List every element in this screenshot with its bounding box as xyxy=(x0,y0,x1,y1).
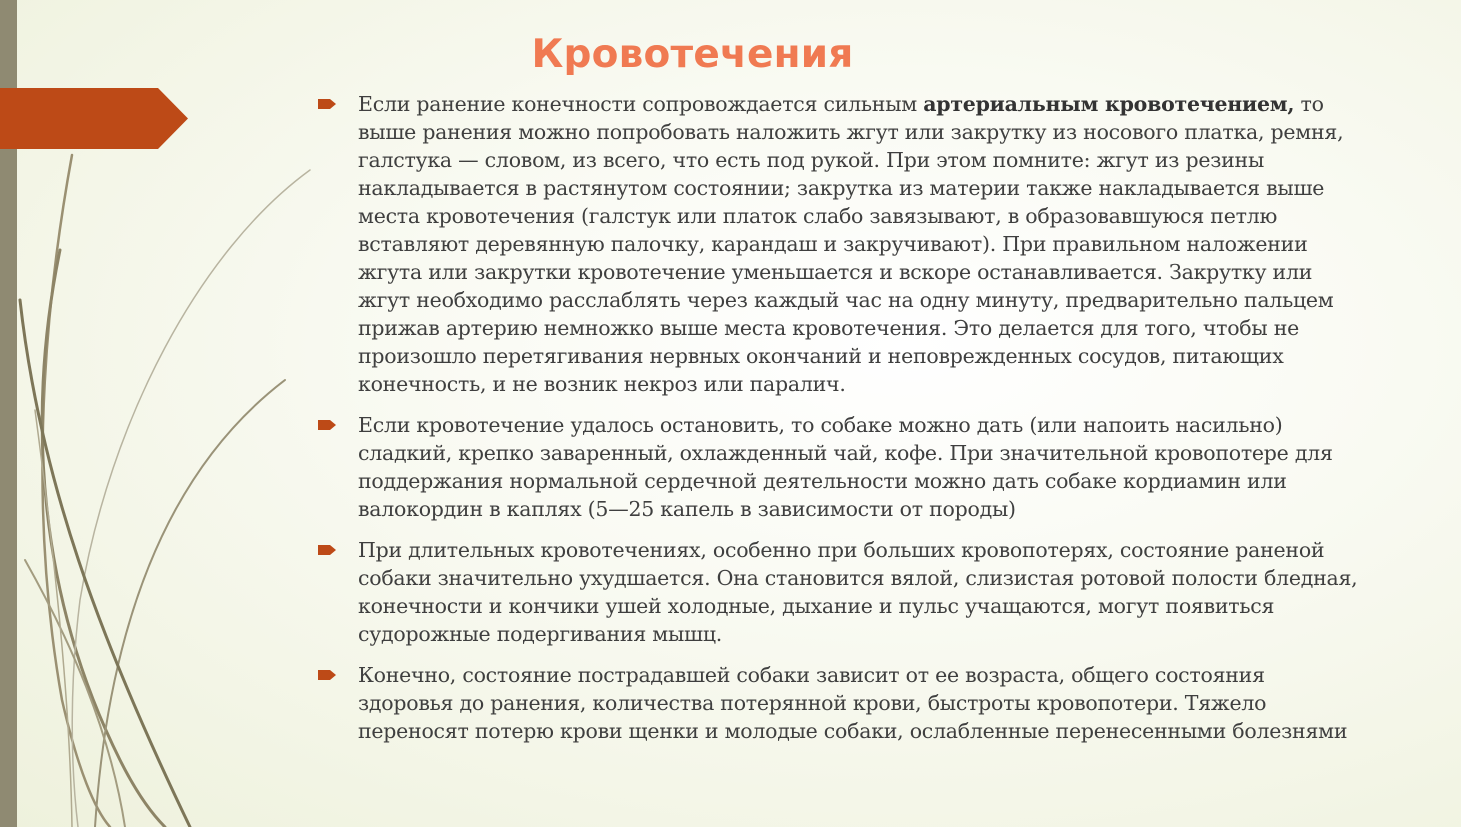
arrow-bullet-icon xyxy=(318,542,338,558)
bullet-text-part: то выше ранения можно попробовать наложить жгут или закрутку из носового платка, ремня, галстука — словом, из всего, что есть под рукой. При этом помните: жгут из резины накладывается в растянутом состоянии; закрутка из материи также накладывается выше места кровотечения (галстук или платок слабо завязывают, в образовавшуюся петлю вставляют деревянную палочку, карандаш и закручивают). При правильном наложении жгута или закрутки кровотечение уменьшается и вскоре останавливается. Закрутку или жгут необходимо расслаблять через каждый час на одну минуту, предварительно пальцем прижав артерию немножко выше места кровотечения. Это делается для того, чтобы не произошло перетягивания нервных окончаний и неповрежденных сосудов, питающих конечность, и не возник некроз или паралич. xyxy=(358,92,1344,396)
arrow-bullet-icon xyxy=(318,667,338,683)
list-item xyxy=(318,411,1358,523)
stem-line xyxy=(72,170,310,827)
bullet-text: Конечно, состояние пострадавшей собаки зависит от ее возраста, общего состояния здоровья до ранения, количества потерянной крови, быстроты кровопотери. Тяжело переносят потерю крови щенки и молодые собаки, ослабленные перенесенными болезнями xyxy=(358,663,1348,743)
bullet-bold-text: артериальным кровотечением, xyxy=(923,92,1295,116)
bullet-text: Если кровотечение удалось остановить, то собаке можно дать (или напоить насильно) сладкий, крепко заваренный, охлажденный чай, кофе. При значительной кровопотере для поддержания нормальной сердечной деятельности можно дать собаке кордиамин или валокордин в каплях (5—25 капель в зависимости от породы) xyxy=(358,413,1333,521)
stem-line xyxy=(95,380,285,827)
stem-line xyxy=(25,560,125,827)
bullet-text: При длительных кровотечениях, особенно при больших кровопотерях, состояние раненой собаки значительно ухудшается. Она становится вялой, слизистая ротовой полости бледная, конечности и кончики ушей холодные, дыхание и пульс учащаются, могут появиться судорожные подергивания мышц. xyxy=(358,538,1358,646)
list-item xyxy=(318,90,1358,398)
arrow-bullet-icon xyxy=(318,417,338,433)
list-item xyxy=(318,661,1358,745)
arrow-bullet-icon xyxy=(318,96,338,112)
bullet-text-part: Если ранение конечности сопровождается сильным xyxy=(358,92,924,116)
bullet-text xyxy=(358,90,1358,398)
list-item xyxy=(318,536,1358,648)
bullet-list xyxy=(318,90,1358,758)
title-arrow-band xyxy=(0,88,188,149)
slide-title: Кровотечения xyxy=(531,32,854,77)
